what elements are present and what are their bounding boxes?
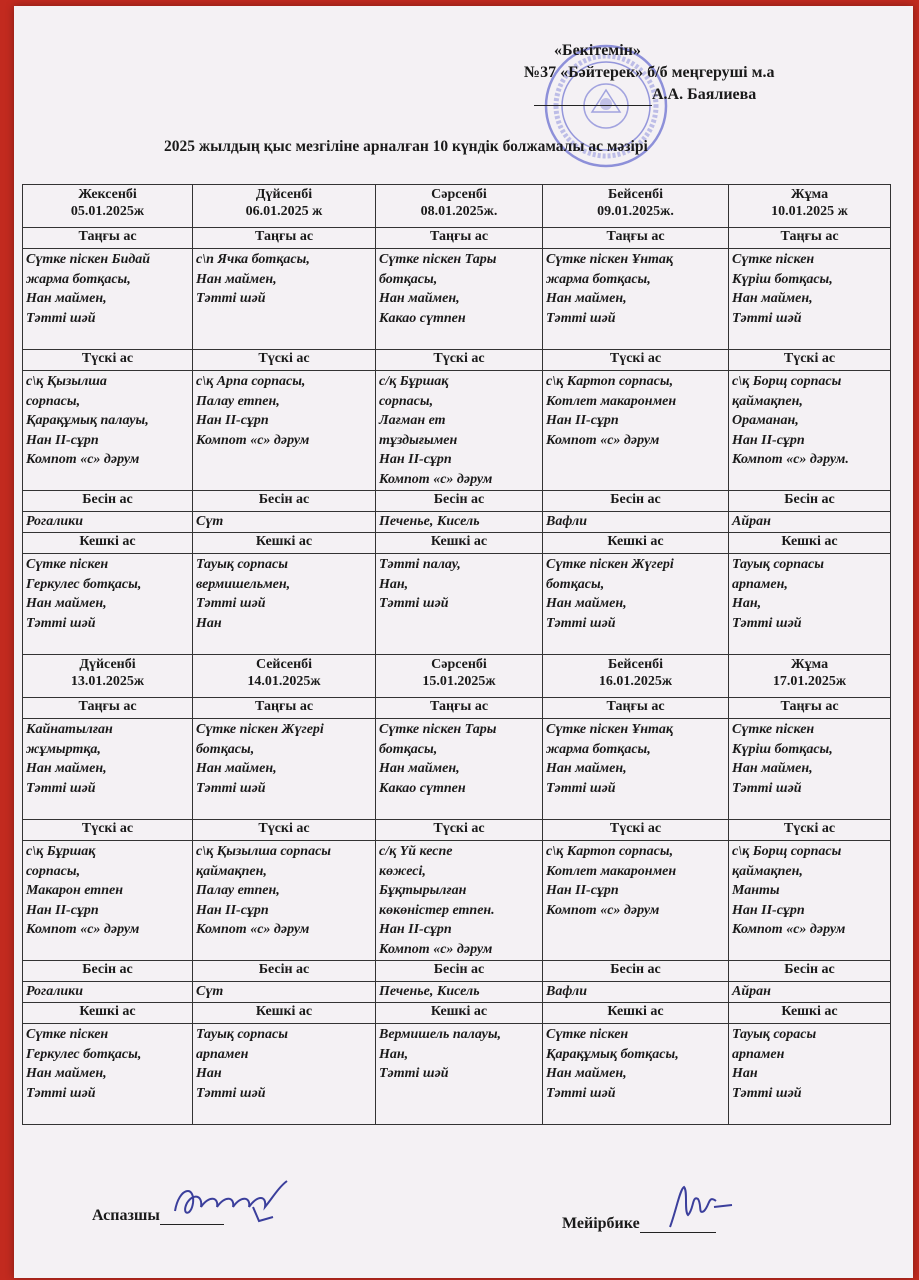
dinner-label: Кешкі ас [729,533,891,554]
dish-line: Нан [196,1066,222,1081]
dish-line: Нан маймен, [379,291,460,306]
dish-line: Ораманан, [732,413,799,428]
dish-line: Компот «с» дәрум [732,922,846,937]
dish-line: Компот «с» дәрум [26,452,140,467]
dish-line: тұздығымен [379,432,458,448]
dish-line: Палау етпен, [196,883,280,898]
lunch-cell [729,841,891,961]
day-name: Сәрсенбі [431,657,487,672]
snack-cell [376,982,543,1003]
snack-label: Бесін ас [376,961,543,982]
lunch-cell [23,841,193,961]
day-header-cell [729,655,891,698]
snack-label: Бесін ас [729,961,891,982]
dish-line: сорпасы, [26,393,81,409]
dish-line: Котлет макаронмен [546,393,677,409]
dish-line: Печенье, Кисель [379,984,480,999]
dish-line: Вафли [546,984,587,999]
day-header-cell [543,185,729,228]
dish-line: сорпасы, [379,393,434,409]
lunch-cell [193,841,376,961]
day-name: Дүйсенбі [255,187,313,202]
dinner-cell [193,554,376,655]
dish-line: Тәтті шәй [732,780,802,796]
dish-line: Печенье, Кисель [379,514,480,529]
cook-handwritten-signature [169,1177,299,1227]
approve-word: «Бекітемін» [554,42,641,59]
dinner-cell [23,554,193,655]
dish-line: Нан маймен, [732,761,813,776]
dish-line: Нан маймен, [196,761,277,776]
dish-line: Нан маймен, [379,761,460,776]
dish-line: Сүтке піскен [732,252,815,267]
day-header-row [23,185,891,228]
dish-line: жұмыртқа, [26,741,101,757]
dish-line: Айран [732,514,771,529]
dish-line: Нан маймен, [546,596,627,611]
dish-line: Тәтті шәй [26,615,96,631]
day-date: 16.01.2025ж [598,674,673,689]
snack-cell [193,982,376,1003]
day-date: 08.01.2025ж. [420,204,498,219]
dish-line: Нан ІІ-сұрп [546,413,619,428]
dish-line: с\қ Қызылша сорпасы [196,844,332,859]
lunch-cell [376,371,543,491]
lunch-label: Түскі ас [376,350,543,371]
lunch-label: Түскі ас [376,820,543,841]
snack-dishes-row [23,512,891,533]
dish-line: Тәтті шәй [546,1085,616,1101]
dinner-label: Кешкі ас [729,1003,891,1024]
dish-line: с\қ Борщ сорпасы [732,374,842,389]
dinner-label: Кешкі ас [376,1003,543,1024]
dish-line: Нан маймен, [546,761,627,776]
day-header-row [23,655,891,698]
dinner-label: Кешкі ас [376,533,543,554]
breakfast-label: Таңғы ас [23,698,193,719]
breakfast-cell [543,719,729,820]
lunch-label: Түскі ас [193,820,376,841]
dish-line: Нан маймен, [26,761,107,776]
day-header-cell [376,185,543,228]
dish-line: жарма ботқасы, [546,271,651,287]
lunch-cell [729,371,891,491]
approve-signature-blank [534,91,652,106]
day-name: Бейсенбі [607,657,664,672]
snack-label: Бесін ас [23,961,193,982]
snack-cell [23,982,193,1003]
dish-line: Компот «с» дәрум [379,471,493,487]
snack-cell [376,512,543,533]
nurse-label: Мейірбике [562,1215,640,1232]
day-date: 05.01.2025ж [70,204,145,219]
breakfast-label: Таңғы ас [193,698,376,719]
snack-label: Бесін ас [543,491,729,512]
lunch-label: Түскі ас [543,820,729,841]
dish-line: Котлет макаронмен [546,863,677,879]
day-date: 14.01.2025ж [247,674,321,689]
signature-row [14,1191,913,1251]
dish-line: Тауық сорпасы [196,557,288,572]
lunch-dishes-row [23,371,891,491]
dinner-label: Кешкі ас [193,533,376,554]
dish-line: арпамен, [732,576,788,592]
breakfast-cell [729,719,891,820]
day-header-cell [376,655,543,698]
dish-line: ботқасы, [379,271,438,287]
dish-line: арпамен [196,1046,249,1062]
lunch-cell [376,841,543,961]
dish-line: с\қ Картоп сорпасы, [546,374,674,389]
dish-line: Тәтті шәй [732,310,802,326]
dish-line: Күріш ботқасы, [732,741,833,757]
lunch-cell [23,371,193,491]
breakfast-cell [729,249,891,350]
lunch-label: Түскі ас [23,820,193,841]
snack-cell [729,512,891,533]
day-name: Сейсенбі [255,657,313,672]
dish-line: Тәтті шәй [26,780,96,796]
snack-label: Бесін ас [193,491,376,512]
dinner-cell [729,1024,891,1125]
dish-line: ботқасы, [196,741,255,757]
dish-line: Нан ІІ-сұрп [379,452,452,467]
dinner-label: Кешкі ас [23,533,193,554]
breakfast-dishes-row [23,719,891,820]
dish-line: Компот «с» дәрум [26,922,140,937]
day-header-cell [729,185,891,228]
snack-cell [729,982,891,1003]
menu-document [14,6,913,1278]
dish-line: с\қ Қызылша [26,374,107,389]
dish-line: Сүтке піскен Жүгері [546,557,674,572]
dish-line: Сүтке піскен [26,557,109,572]
dish-line: Нан маймен, [26,1066,107,1081]
dish-line: Тәтті шәй [732,1085,802,1101]
lunch-header-row [23,350,891,371]
approval-block [524,40,904,106]
snack-label: Бесін ас [376,491,543,512]
cook-label: Аспазшы [92,1207,160,1224]
lunch-label: Түскі ас [543,350,729,371]
dish-line: Компот «с» дәрум [196,922,310,937]
dish-line: Компот «с» дәрум [379,941,493,957]
dish-line: Рогалики [26,984,84,999]
dish-line: вермишельмен, [196,576,291,592]
day-name: Жұма [790,187,829,202]
dish-line: Сүтке піскен Бидай [26,252,151,267]
dish-line: Тәтті шәй [732,615,802,631]
dish-line: Геркулес ботқасы, [26,576,142,592]
snack-header-row [23,491,891,512]
approve-name: А.А. Баялиева [652,86,757,103]
dish-line: с\қ Картоп сорпасы, [546,844,674,859]
dish-line: Тауық сорпасы [196,1027,288,1042]
dish-line: қаймақпен, [196,863,267,879]
approve-position: №37 «Бәйтерек» б/б меңгеруші м.а [524,64,775,81]
lunch-cell [193,371,376,491]
day-header-cell [193,655,376,698]
dish-line: көкөністер етпен. [379,902,495,918]
dish-line: с\п Ячка ботқасы, [196,252,310,267]
dish-line: көжесі, [379,863,426,879]
day-name: Дүйсенбі [79,657,136,672]
dish-line: Нан ІІ-сұрп [196,902,269,918]
dish-line: Нан ІІ-сұрп [26,902,99,918]
dinner-cell [376,554,543,655]
dish-line: Нан, [379,1046,409,1062]
dish-line: Макарон етпен [26,883,123,898]
dish-line: с/қ Бұршақ [379,374,449,389]
dish-line: Нан ІІ-сұрп [26,432,99,448]
dish-line: ботқасы, [546,576,605,592]
dish-line: қаймақпен, [732,393,803,409]
dish-line: Нан [196,615,222,631]
dinner-header-row [23,533,891,554]
dinner-label: Кешкі ас [543,533,729,554]
dish-line: Нан ІІ-сұрп [379,922,452,937]
dish-line: Тәтті шәй [196,596,266,611]
breakfast-label: Таңғы ас [376,698,543,719]
day-date: 09.01.2025ж. [597,204,674,219]
lunch-label: Түскі ас [729,820,891,841]
dish-line: сорпасы, [26,863,81,879]
dish-line: Компот «с» дәрум [546,902,660,918]
breakfast-cell [23,719,193,820]
breakfast-cell [543,249,729,350]
dinner-cell [376,1024,543,1125]
breakfast-header-row [23,698,891,719]
lunch-label: Түскі ас [729,350,891,371]
day-header-cell [23,185,193,228]
dish-line: Тауық сорпасы [732,557,824,572]
day-date: 13.01.2025ж [70,674,145,689]
dish-line: Вермишель палауы, [379,1027,502,1042]
dish-line: Сүтке піскен [732,722,815,737]
dinner-label: Кешкі ас [193,1003,376,1024]
dish-line: Тәтті палау, [379,557,461,572]
day-name: Бейсенбі [607,187,664,202]
dish-line: Нан маймен, [26,596,107,611]
dinner-dishes-row [23,554,891,655]
dish-line: Тәтті шәй [379,596,449,611]
dish-line: Нан [732,1066,758,1081]
nurse-handwritten-signature [662,1181,742,1231]
dish-line: Күріш ботқасы, [732,271,833,287]
dish-line: Тәтті шәй [26,310,96,326]
breakfast-cell [376,719,543,820]
dish-line: жарма ботқасы, [26,271,131,287]
dish-line: Тәтті шәй [546,615,616,631]
breakfast-cell [23,249,193,350]
lunch-header-row [23,820,891,841]
lunch-label: Түскі ас [23,350,193,371]
breakfast-label: Таңғы ас [193,228,376,249]
day-date: 10.01.2025 ж [771,204,848,219]
dish-line: Какао сүтпен [379,310,466,326]
dish-line: Рогалики [26,514,84,529]
dish-line: Компот «с» дәрум [196,432,310,448]
lunch-cell [543,841,729,961]
breakfast-header-row [23,228,891,249]
dish-line: Нан ІІ-сұрп [732,902,805,918]
day-date: 17.01.2025ж [772,674,847,689]
dish-line: с\қ Арпа сорпасы, [196,374,306,389]
snack-label: Бесін ас [23,491,193,512]
dish-line: Тәтті шәй [196,291,266,306]
dish-line: Нан ІІ-сұрп [732,432,805,448]
dinner-dishes-row [23,1024,891,1125]
dish-line: арпамен [732,1046,785,1062]
dinner-cell [23,1024,193,1125]
day-header-cell [543,655,729,698]
dish-line: Нан маймен, [546,291,627,306]
dish-line: Сүт [196,984,224,999]
dish-line: Тәтті шәй [196,780,266,796]
day-date: 06.01.2025 ж [245,204,323,219]
dish-line: Компот «с» дәрум. [732,452,849,467]
dish-line: Тәтті шәй [546,310,616,326]
dish-line: Нан, [379,576,409,592]
dish-line: жарма ботқасы, [546,741,651,757]
dish-line: Вафли [546,514,587,529]
dish-line: Сүтке піскен Жүгері [196,722,324,737]
snack-cell [543,512,729,533]
breakfast-label: Таңғы ас [543,698,729,719]
dish-line: Сүтке піскен Ұнтақ [546,252,673,267]
breakfast-cell [376,249,543,350]
dish-line: Нан маймен, [732,291,813,306]
dinner-label: Кешкі ас [23,1003,193,1024]
day-header-cell [193,185,376,228]
breakfast-label: Таңғы ас [376,228,543,249]
snack-label: Бесін ас [543,961,729,982]
dish-line: Тәтті шәй [546,780,616,796]
day-date: 15.01.2025ж [422,674,496,689]
dish-line: Бұқтырылған [379,883,467,898]
day-name: Сәрсенбі [431,187,487,202]
dinner-label: Кешкі ас [543,1003,729,1024]
breakfast-label: Таңғы ас [729,228,891,249]
dish-line: Сүтке піскен [26,1027,109,1042]
breakfast-dishes-row [23,249,891,350]
dish-line: Тауық сорасы [732,1027,817,1042]
dish-line: Қарақұмық палауы, [26,413,149,428]
breakfast-label: Таңғы ас [543,228,729,249]
breakfast-cell [193,719,376,820]
lunch-dishes-row [23,841,891,961]
dish-line: Нан маймен, [26,291,107,306]
dish-line: Лағман ет [379,413,446,428]
day-name: Жұма [790,657,829,672]
dish-line: Нан ІІ-сұрп [196,413,269,428]
dish-line: Нан маймен, [546,1066,627,1081]
dish-line: Нан ІІ-сұрп [546,883,619,898]
dish-line: Какао сүтпен [379,780,466,796]
dish-line: Қарақұмық ботқасы, [546,1046,679,1062]
lunch-cell [543,371,729,491]
dish-line: Сүт [196,514,224,529]
page-title: 2025 жылдың қыс мезгіліне арналған 10 күндік болжамалы ас мәзірі [164,138,648,155]
dish-line: Компот «с» дәрум [546,432,660,448]
snack-cell [23,512,193,533]
snack-cell [543,982,729,1003]
dinner-cell [193,1024,376,1125]
snack-header-row [23,961,891,982]
dish-line: Палау етпен, [196,393,280,409]
approve-name-line [524,84,904,106]
day-header-cell [23,655,193,698]
lunch-label: Түскі ас [193,350,376,371]
dish-line: Сүтке піскен Тары [379,722,497,737]
dinner-cell [543,554,729,655]
dish-line: Тәтті шәй [379,1066,449,1081]
dish-line: Кайнатылған [26,722,113,737]
breakfast-label: Таңғы ас [23,228,193,249]
day-name: Жексенбі [78,187,137,202]
dish-line: Сүтке піскен Ұнтақ [546,722,673,737]
dish-line: Нан маймен, [196,271,277,287]
dish-line: с\қ Бұршақ [26,844,96,859]
dish-line: с\қ Борщ сорпасы [732,844,842,859]
dish-line: Тәтті шәй [196,1085,266,1101]
snack-cell [193,512,376,533]
dish-line: Геркулес ботқасы, [26,1046,142,1062]
dish-line: ботқасы, [379,741,438,757]
snack-label: Бесін ас [193,961,376,982]
breakfast-label: Таңғы ас [729,698,891,719]
dish-line: Сүтке піскен [546,1027,629,1042]
dish-line: Тәтті шәй [26,1085,96,1101]
dinner-cell [543,1024,729,1125]
dish-line: с/қ Үй кеспе [379,844,453,859]
dinner-cell [729,554,891,655]
dish-line: Айран [732,984,771,999]
dish-line: Сүтке піскен Тары [379,252,497,267]
breakfast-cell [193,249,376,350]
dish-line: Нан, [732,596,762,611]
snack-label: Бесін ас [729,491,891,512]
dinner-header-row [23,1003,891,1024]
dish-line: Манты [732,883,780,898]
menu-table [22,184,891,1125]
dish-line: қаймақпен, [732,863,803,879]
snack-dishes-row [23,982,891,1003]
